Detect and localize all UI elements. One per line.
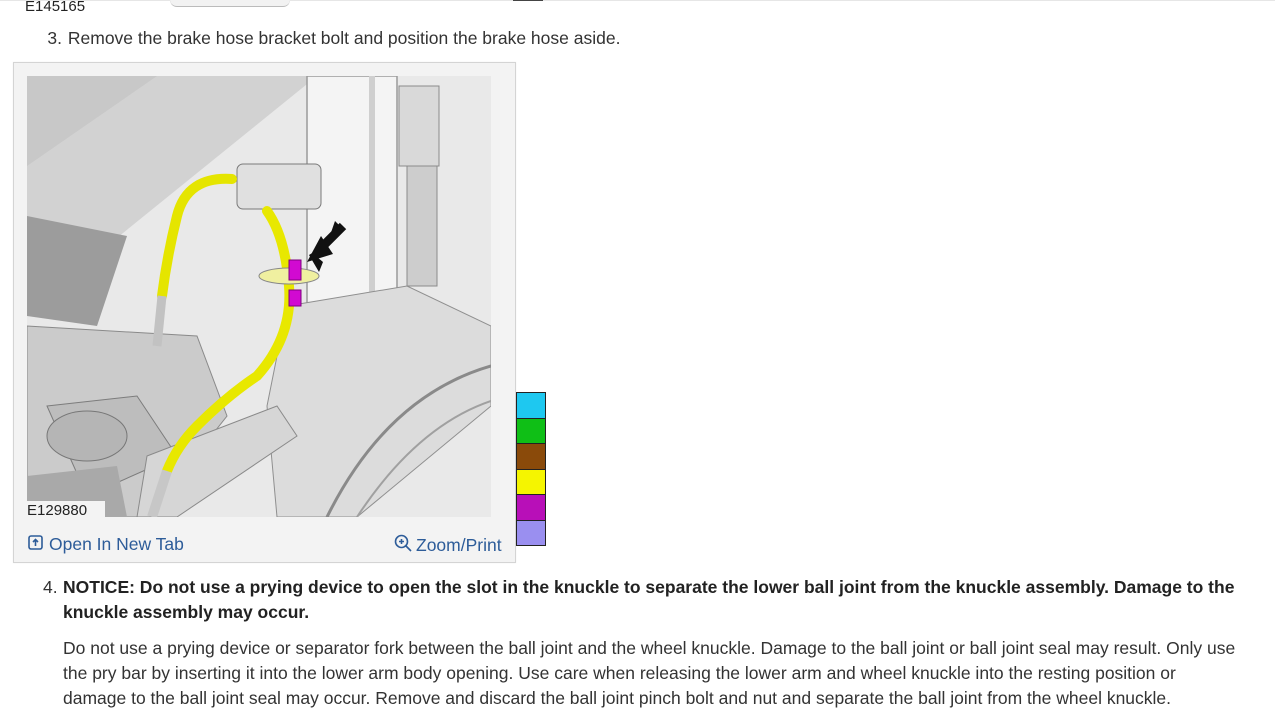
- open-external-icon: [28, 534, 43, 555]
- open-in-new-tab-link[interactable]: [28, 534, 184, 555]
- figure-link-bar: [14, 529, 515, 562]
- step-4-number: 4.: [43, 577, 58, 597]
- color-swatch: [516, 470, 546, 496]
- zoom-in-icon: [394, 534, 412, 557]
- color-swatch: [516, 495, 546, 521]
- color-swatch: [516, 521, 546, 547]
- previous-figure-mark: [513, 0, 543, 1]
- color-swatch: [516, 444, 546, 470]
- step-3-number: 3.: [47, 28, 62, 48]
- step-4-notice: NOTICE: Do not use a prying device to open the slot in the knuckle to separate the lower ball joint from the knuckle assembly. Damage to the knuckle assembly may occur.: [63, 577, 1235, 622]
- step-4-body: Do not use a prying device or separator fork between the ball joint and the wheel knuckle. Damage to the ball joint or ball joint seal may result. Only use the pry bar by inserting it into the lower arm body opening. Use care when releasing the lower arm and wheel knuckle into the resting position or damage to the ball joint seal may occur. Remove and discard the ball joint pinch bolt and nut and separate the ball joint from the wheel knuckle.: [63, 638, 1236, 708]
- previous-figure-label: E145165: [25, 0, 86, 15]
- step-3-text: Remove the brake hose bracket bolt and position the brake hose aside.: [67, 28, 621, 48]
- zoom-print-link[interactable]: [394, 534, 502, 557]
- color-legend: [516, 392, 545, 546]
- color-swatch: [516, 392, 546, 419]
- color-swatch: [516, 419, 546, 445]
- figure-label: E129880: [27, 501, 105, 522]
- figure-container: [13, 62, 516, 563]
- zoom-print-label: Zoom/Print: [416, 535, 502, 555]
- previous-figure-image-edge: [170, 0, 290, 7]
- brake-hose-bracket-illustration[interactable]: [27, 76, 491, 517]
- step-3: [43, 26, 620, 51]
- open-in-new-tab-label: Open In New Tab: [49, 534, 184, 554]
